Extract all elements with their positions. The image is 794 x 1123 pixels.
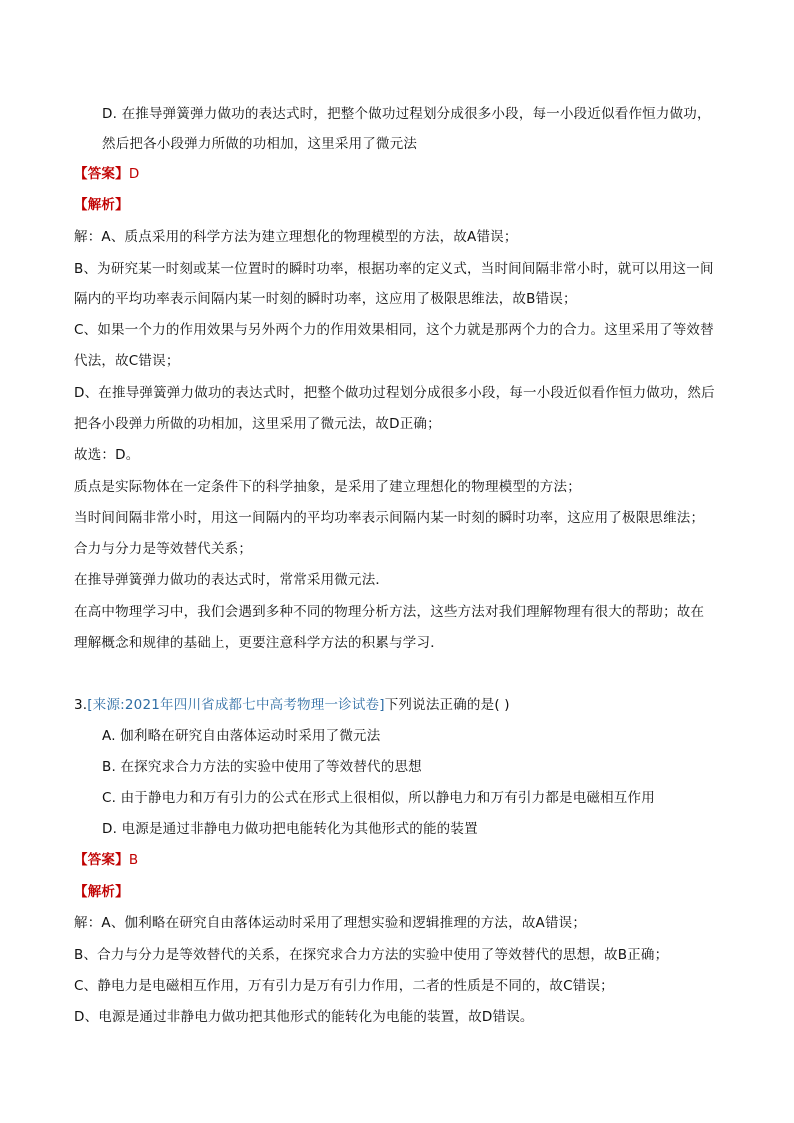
question-number: 3. — [74, 697, 88, 713]
answer-value: B — [128, 852, 139, 868]
analysis-line: 把各小段弹力所做的功相加，这里采用了微元法，故D正确； — [74, 416, 441, 432]
analysis-line: B、为研究某一时刻或某一位置时的瞬时功率，根据功率的定义式，当时间间隔非常小时，就可以用这一间 — [74, 261, 714, 277]
analysis-line: 理解概念和规律的基础上，更要注意科学方法的积累与学习． — [74, 635, 444, 651]
analysis-line: 代法，故C错误； — [74, 353, 180, 369]
analysis-line: C、静电力是电磁相互作用，万有引力是万有引力作用，二者的性质是不同的，故C错误； — [74, 978, 614, 994]
analysis-label: 【解析】 — [74, 197, 129, 213]
analysis-label: 【解析】 — [74, 884, 129, 900]
analysis-line: 解：A、伽利略在研究自由落体运动时采用了理想实验和逻辑推理的方法，故A错误； — [74, 915, 587, 931]
analysis-line: C、如果一个力的作用效果与另外两个力的作用效果相同，这个力就是那两个力的合力。这里采用了等效替 — [74, 322, 714, 338]
analysis-line: 在高中物理学习中，我们会遇到多种不同的物理分析方法，这些方法对我们理解物理有很大的帮助；故在 — [74, 604, 705, 620]
answer-label: 【答案】 — [74, 166, 129, 182]
analysis-line: D、电源是通过非静电力做功把其他形式的能转化为电能的装置，故D错误。 — [74, 1009, 534, 1025]
prev-option-d-line2: 然后把各小段弹力所做的功相加，这里采用了微元法 — [102, 136, 418, 152]
analysis-line: 当时间间隔非常小时，用这一间隔内的平均功率表示间隔内某一时刻的瞬时功率，这应用了极限思维法； — [74, 510, 705, 526]
question-3-header — [74, 695, 734, 715]
analysis-line: D、在推导弹簧弹力做功的表达式时，把整个做功过程划分成很多小段，每一小段近似看作恒力做功，然后 — [74, 385, 715, 401]
analysis-line: 解：A、质点采用的科学方法为建立理想化的物理模型的方法，故A错误； — [74, 229, 518, 245]
prev-answer-row — [74, 164, 734, 184]
analysis-line: 在推导弹簧弹力做功的表达式时，常常采用微元法． — [74, 572, 390, 588]
question-stem: 下列说法正确的是( ) — [384, 697, 510, 713]
analysis-line: 质点是实际物体在一定条件下的科学抽象，是采用了建立理想化的物理模型的方法； — [74, 479, 581, 495]
answer-label: 【答案】 — [74, 852, 129, 868]
analysis-line: B、合力与分力是等效替代的关系，在探究求合力方法的实验中使用了等效替代的思想，故B正确； — [74, 947, 669, 963]
answer-value: D — [128, 166, 140, 182]
option-c: C. 由于静电力和万有引力的公式在形式上很相似，所以静电力和万有引力都是电磁相互作用 — [102, 790, 655, 806]
prev-option-d-line1: D. 在推导弹簧弹力做功的表达式时，把整个做功过程划分成很多小段，每一小段近似看作恒力做功， — [102, 106, 711, 122]
question-source: [来源:2021年四川省成都七中高考物理一诊试卷] — [87, 697, 385, 713]
analysis-line: 故选：D。 — [74, 447, 140, 463]
option-a: A. 伽利略在研究自由落体运动时采用了微元法 — [102, 728, 381, 744]
option-b: B. 在探究求合力方法的实验中使用了等效替代的思想 — [102, 759, 422, 775]
q3-answer-row — [74, 850, 734, 870]
analysis-line: 合力与分力是等效替代关系； — [74, 541, 253, 557]
option-d: D. 电源是通过非静电力做功把电能转化为其他形式的能的装置 — [102, 821, 478, 837]
analysis-line: 隔内的平均功率表示间隔内某一时刻的瞬时功率，这应用了极限思维法，故B错误； — [74, 291, 577, 307]
